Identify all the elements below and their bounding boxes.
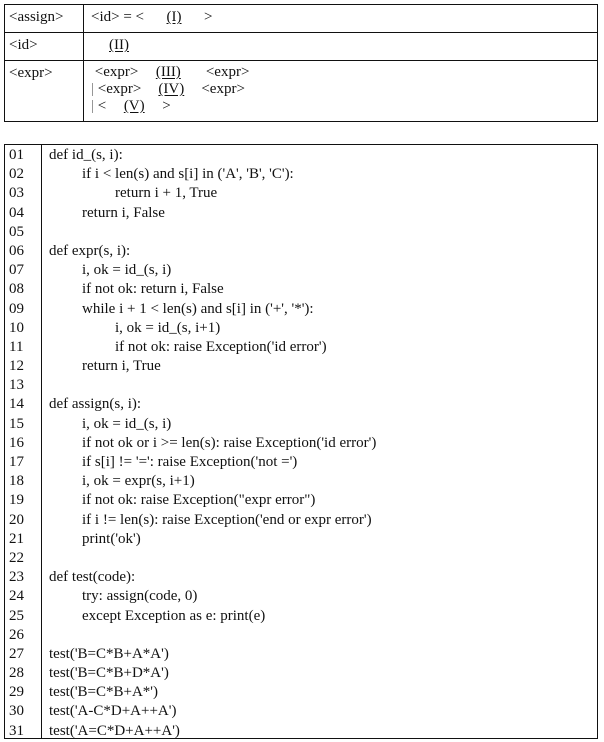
production-line <box>91 81 597 98</box>
code-text: i, ok = id_(s, i) <box>82 262 172 279</box>
line-number: 27 <box>9 645 24 662</box>
code-line <box>5 415 597 434</box>
code-line <box>5 338 597 357</box>
code-line <box>5 453 597 472</box>
production-text-after: <expr> <box>201 81 245 97</box>
line-number: 11 <box>9 338 24 355</box>
code-line <box>5 511 597 530</box>
production-cell <box>84 61 598 122</box>
blank-IV: (IV) <box>158 81 185 97</box>
code-line <box>5 223 597 242</box>
grammar-row-expr <box>5 61 598 122</box>
code-line <box>5 165 597 184</box>
code-line <box>5 434 597 453</box>
blank-III: (III) <box>155 64 181 80</box>
code-text: if s[i] != '=': raise Exception('not =') <box>82 454 298 470</box>
code-text: test('B=C*B+D*A') <box>49 665 169 682</box>
code-text: return i, False <box>82 204 165 221</box>
code-line <box>5 587 597 606</box>
code-text: if not ok: raise Exception('id error') <box>115 338 327 355</box>
code-text: return i, True <box>82 358 161 375</box>
code-line <box>5 664 597 683</box>
line-number: 14 <box>9 396 24 413</box>
code-text: def test(code): <box>49 569 136 586</box>
production-text-before: <expr> <box>97 81 142 97</box>
line-number: 16 <box>9 434 24 451</box>
line-number: 03 <box>9 185 24 202</box>
code-line <box>5 549 597 568</box>
nonterminal-cell <box>5 61 84 122</box>
code-text: if not ok or i >= len(s): raise Exception('id error') <box>82 434 377 451</box>
code-text: if not ok: raise Exception("expr error") <box>82 492 316 509</box>
production-text-before: < <box>97 98 107 114</box>
line-number: 31 <box>9 722 24 739</box>
code-text: i, ok = expr(s, i+1) <box>82 473 195 490</box>
production-text-after: <expr> <box>198 64 250 80</box>
code-line <box>5 184 597 203</box>
line-number: 19 <box>9 492 24 509</box>
code-line <box>5 645 597 664</box>
code-text: test('A-C*D+A++A') <box>49 703 177 720</box>
code-line <box>5 357 597 376</box>
nonterminal-cell <box>5 33 84 61</box>
production-text-before: <expr> <box>94 64 139 80</box>
line-number: 25 <box>9 607 24 624</box>
code-line <box>5 146 597 165</box>
line-number: 20 <box>9 511 24 528</box>
production-text-before: <id> = < <box>91 9 145 25</box>
line-number: 02 <box>9 166 24 183</box>
production-line <box>91 98 597 115</box>
code-line <box>5 626 597 645</box>
code-text: def id_(s, i): <box>49 147 123 163</box>
grammar-table <box>4 4 598 122</box>
code-text: return i + 1, True <box>115 185 218 202</box>
code-line <box>5 472 597 491</box>
alternative-separator: | <box>91 98 98 114</box>
line-number: 29 <box>9 684 24 701</box>
production-line <box>91 64 597 81</box>
blank-I: (I) <box>166 9 182 25</box>
line-number: 30 <box>9 703 24 720</box>
code-line <box>5 568 597 587</box>
code-text: if not ok: return i, False <box>82 281 224 298</box>
line-number: 22 <box>9 549 24 566</box>
nonterminal-label: <assign> <box>9 9 64 25</box>
grammar-row-id <box>5 33 598 61</box>
code-line <box>5 530 597 549</box>
code-text: try: assign(code, 0) <box>82 588 198 605</box>
production-text-after: > <box>204 9 213 25</box>
line-number: 08 <box>9 281 24 298</box>
code-line <box>5 491 597 510</box>
line-number: 23 <box>9 569 24 586</box>
nonterminal-cell <box>5 5 84 33</box>
code-line <box>5 722 597 741</box>
code-text: test('A=C*D+A++A') <box>49 722 180 739</box>
production-cell <box>84 33 598 61</box>
line-number: 09 <box>9 300 24 317</box>
code-line <box>5 319 597 338</box>
line-number: 05 <box>9 223 24 240</box>
code-listing <box>4 144 598 739</box>
line-number: 28 <box>9 665 24 682</box>
line-number: 13 <box>9 377 24 394</box>
code-text: i, ok = id_(s, i) <box>82 415 172 432</box>
code-line <box>5 280 597 299</box>
line-number: 06 <box>9 242 24 259</box>
line-number: 26 <box>9 626 24 643</box>
alternative-separator: | <box>91 81 98 97</box>
line-number: 01 <box>9 147 24 163</box>
code-text: test('B=C*B+A*') <box>49 684 158 701</box>
line-number: 12 <box>9 358 24 375</box>
code-lines <box>5 146 597 741</box>
line-number: 07 <box>9 262 24 279</box>
line-number: 04 <box>9 204 24 221</box>
nonterminal-label: <id> <box>9 37 38 53</box>
line-number: 15 <box>9 415 24 432</box>
code-text: if i < len(s) and s[i] in ('A', 'B', 'C'): <box>82 166 294 183</box>
code-text: def expr(s, i): <box>49 242 131 259</box>
line-number: 18 <box>9 473 24 490</box>
code-text: print('ok') <box>82 530 141 547</box>
blank-V: (V) <box>123 98 145 114</box>
production-cell <box>84 5 598 33</box>
code-line <box>5 683 597 702</box>
code-text: if i != len(s): raise Exception('end or expr error') <box>82 511 372 528</box>
code-text: def assign(s, i): <box>49 396 142 413</box>
line-number: 21 <box>9 530 24 547</box>
code-line <box>5 204 597 223</box>
production-line <box>91 33 597 54</box>
code-text: while i + 1 < len(s) and s[i] in ('+', '*'): <box>82 300 314 317</box>
code-line <box>5 702 597 721</box>
code-line <box>5 261 597 280</box>
production-text-after: > <box>162 98 171 114</box>
line-number: 17 <box>9 454 24 470</box>
code-line <box>5 376 597 395</box>
code-line <box>5 242 597 261</box>
code-text: i, ok = id_(s, i+1) <box>115 319 221 336</box>
line-number: 24 <box>9 588 24 605</box>
grammar-row-assign <box>5 5 598 33</box>
nonterminal-label: <expr> <box>9 65 53 81</box>
code-line <box>5 300 597 319</box>
line-number: 10 <box>9 319 24 336</box>
production-line <box>91 5 597 26</box>
blank-II: (II) <box>109 37 129 53</box>
code-line <box>5 395 597 414</box>
code-line <box>5 607 597 626</box>
code-text: test('B=C*B+A*A') <box>49 645 169 662</box>
code-text: except Exception as e: print(e) <box>82 607 266 624</box>
